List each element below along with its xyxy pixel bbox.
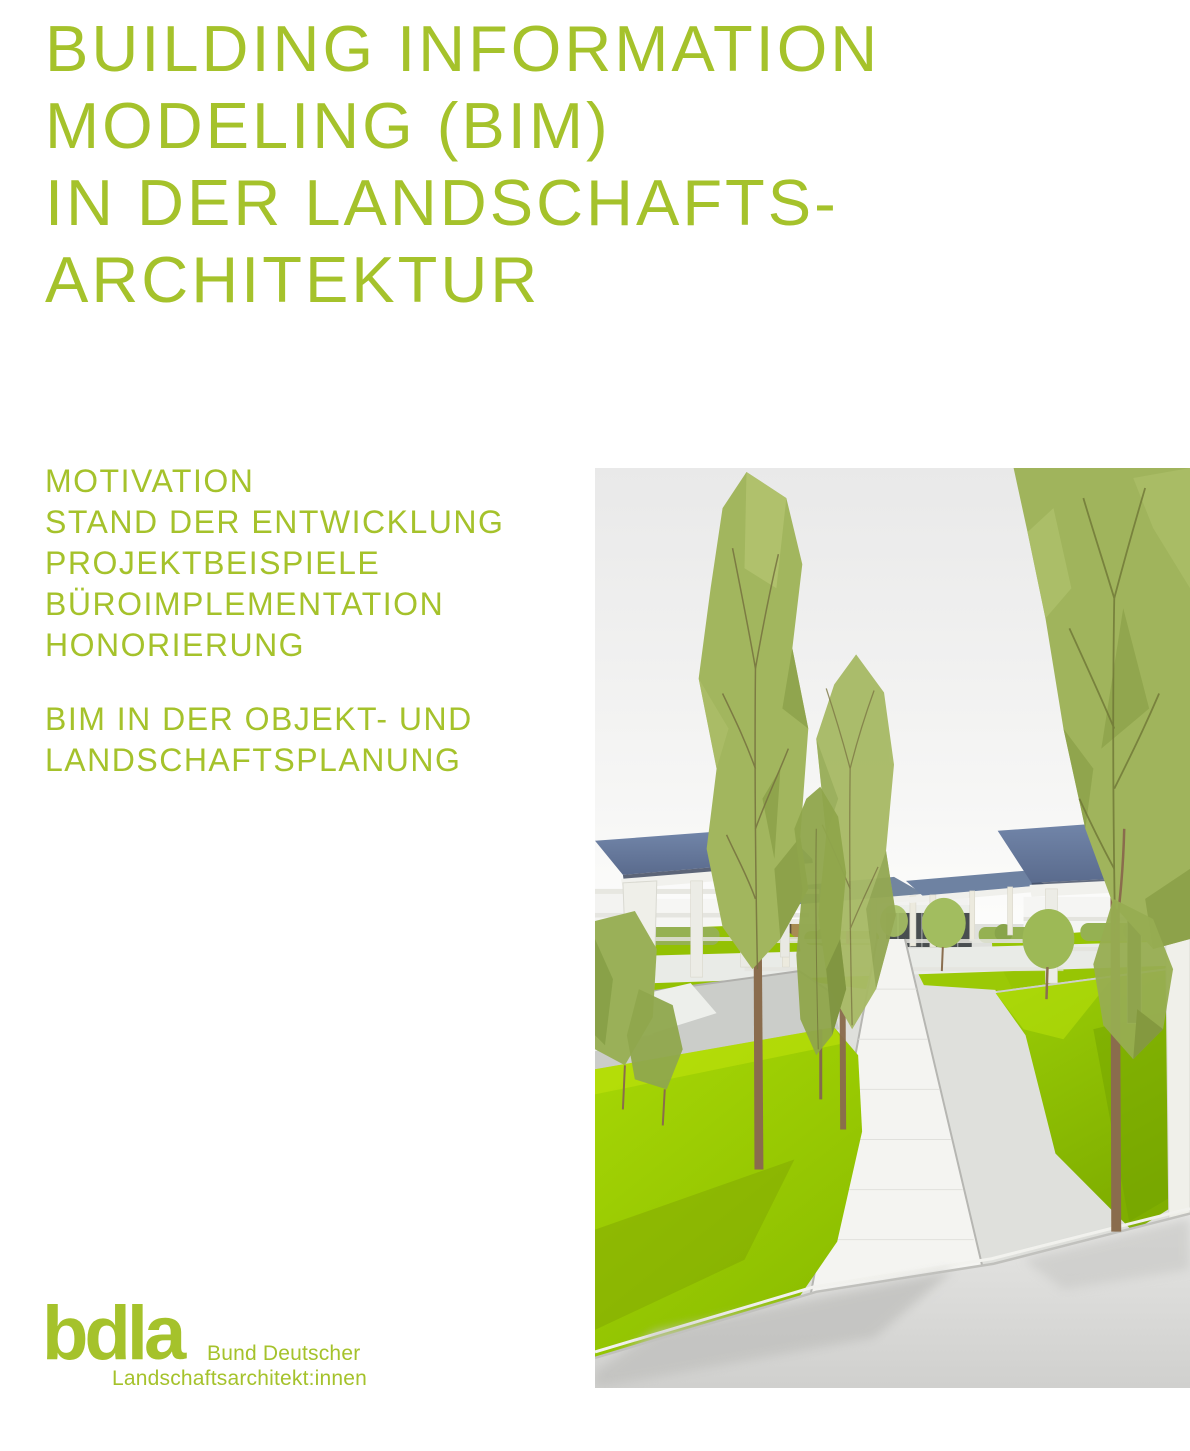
title-line-3: IN DER LANDSCHAFTS-	[45, 166, 839, 239]
bdla-wordmark: bdla	[42, 1291, 183, 1376]
agenda-item-motivation: MOTIVATION	[45, 463, 255, 499]
landscape-render-image	[595, 468, 1190, 1388]
agenda-item-honorierung: HONORIERUNG	[45, 627, 306, 663]
logo-tagline-top: Bund Deutscher	[207, 1342, 361, 1365]
agenda-list	[45, 461, 504, 666]
subtitle-line-2: LANDSCHAFTSPLANUNG	[45, 742, 462, 778]
agenda-item-projektbeispiele: PROJEKTBEISPIELE	[45, 545, 381, 581]
bdla-logo	[42, 1291, 368, 1406]
agenda-item-bueroimplementation: BÜROIMPLEMENTATION	[45, 586, 445, 622]
title-line-1: BUILDING INFORMATION	[45, 12, 881, 85]
title-line-4: ARCHITEKTUR	[45, 243, 541, 316]
logo-tagline-bottom: Landschaftsarchitekt:innen	[112, 1367, 368, 1390]
agenda-item-stand-der-entwicklung: STAND DER ENTWICKLUNG	[45, 504, 505, 540]
subtitle	[45, 699, 473, 781]
page-title	[45, 10, 880, 318]
subtitle-line-1: BIM IN DER OBJEKT- UND	[45, 701, 473, 737]
landscape-render-svg	[595, 468, 1190, 1388]
title-line-2: MODELING (BIM)	[45, 89, 611, 162]
